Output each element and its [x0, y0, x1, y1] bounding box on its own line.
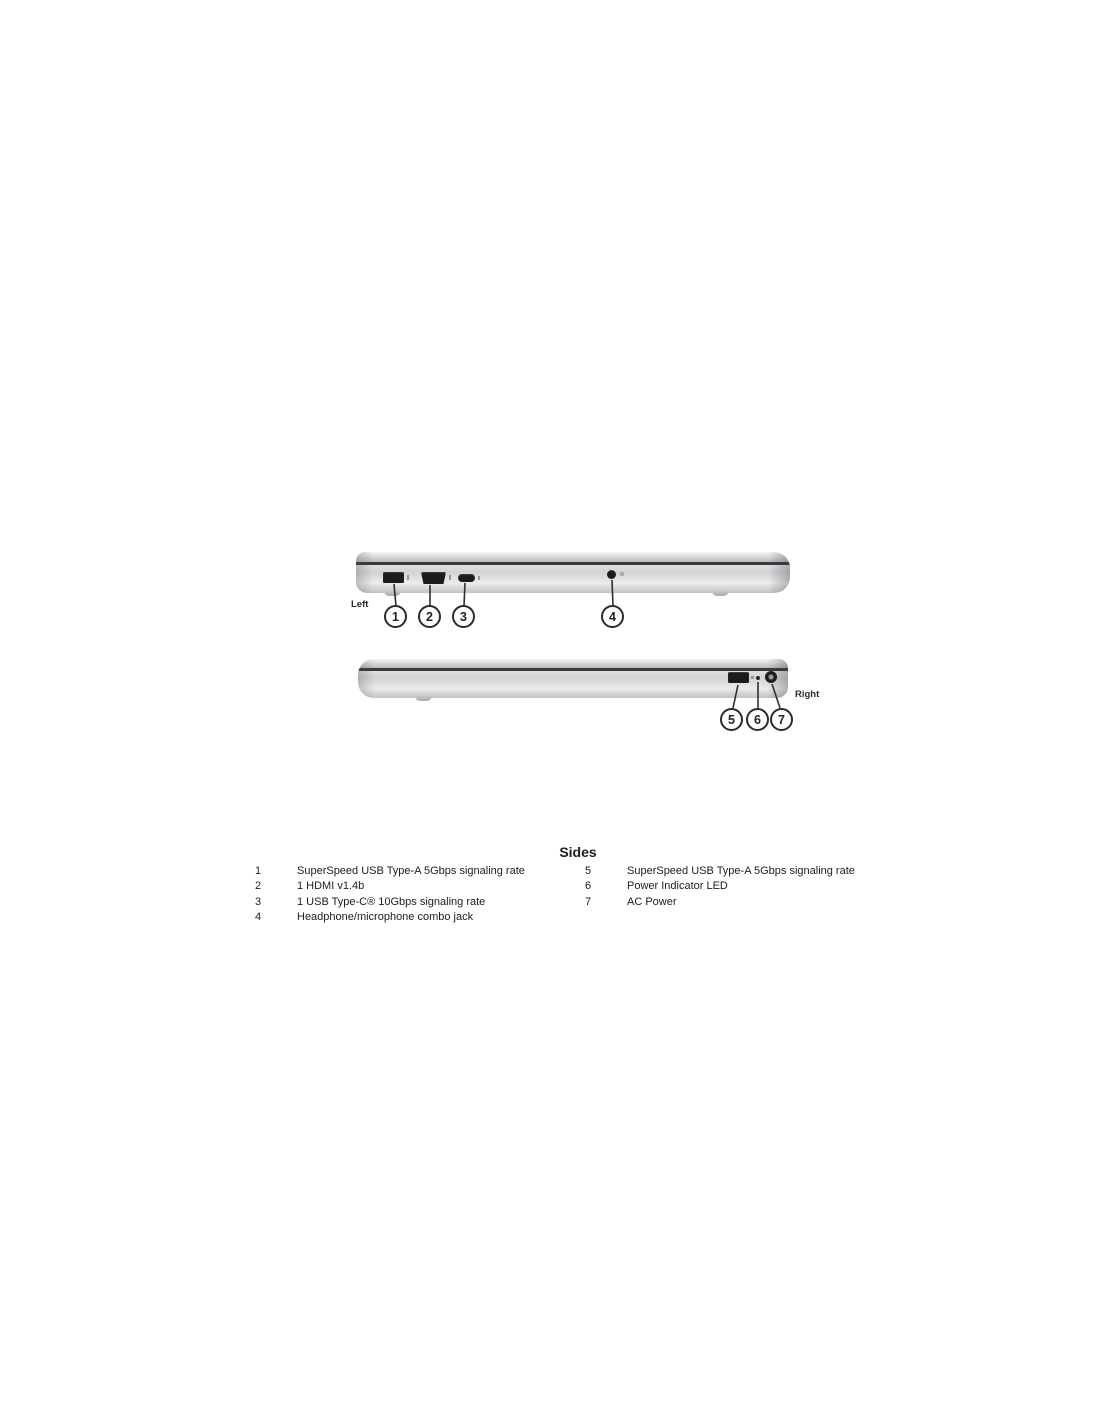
callout-1: [384, 605, 407, 628]
laptop-lid-edge: [356, 552, 790, 562]
laptop-right-side-view: [350, 655, 830, 749]
usb-c-port: [458, 574, 475, 582]
laptop-lid-edge: [358, 659, 788, 668]
callout-7: [770, 708, 793, 731]
callout-4-number: 4: [609, 609, 616, 624]
callout-3-number: 3: [460, 609, 467, 624]
hdmi-port-marking: [449, 575, 451, 580]
legend-item-number: 2: [255, 880, 262, 893]
laptop-base-edge: [358, 671, 788, 698]
legend-row: [585, 879, 855, 894]
rubber-foot: [384, 591, 401, 596]
legend-item-label: Headphone/microphone combo jack: [297, 911, 474, 924]
legend-row: [585, 864, 855, 879]
ports-legend: [245, 844, 885, 926]
legend-item-number: 1: [255, 865, 262, 877]
legend-item-label: AC Power: [627, 895, 677, 908]
legend-item-label: 1 USB Type-C® 10Gbps signaling rate: [297, 895, 486, 908]
legend-item-label: 1 HDMI v1.4b: [297, 880, 365, 893]
callout-2-number: 2: [426, 609, 433, 624]
power-indicator-led: [756, 676, 760, 680]
callout-6-number: 6: [754, 712, 761, 727]
right-side-label: Right: [795, 689, 820, 700]
callout-3: [452, 605, 475, 628]
legend-title: Sides: [559, 844, 597, 860]
callout-1-number: 1: [392, 609, 399, 624]
legend-row: [255, 895, 575, 910]
legend-column-right: [585, 864, 855, 926]
headphone-jack: [607, 570, 616, 579]
legend-item-number: 5: [585, 865, 592, 877]
legend-row: [255, 879, 575, 894]
legend-row: [585, 895, 855, 910]
laptop-base-edge: [356, 565, 790, 593]
legend-row: [255, 864, 575, 879]
callout-2: [418, 605, 441, 628]
rubber-foot: [415, 696, 432, 701]
rubber-foot: [712, 591, 729, 596]
legend-item-label: SuperSpeed USB Type-A 5Gbps signaling rate: [297, 865, 525, 877]
usb-c-port-marking: [478, 576, 480, 580]
callout-6: [746, 708, 769, 731]
usb-a-port: [728, 672, 749, 683]
usb-port-marking: [407, 575, 409, 580]
led-marking: [751, 676, 754, 679]
ac-power-port: [765, 671, 777, 683]
laptop-left-side-view: [350, 548, 810, 642]
legend-item-number: 7: [585, 895, 592, 908]
callout-5: [720, 708, 743, 731]
callout-5-number: 5: [728, 712, 735, 727]
callout-4: [601, 605, 624, 628]
legend-item-number: 3: [255, 895, 262, 908]
callout-7-number: 7: [778, 712, 785, 727]
legend-item-label: Power Indicator LED: [627, 880, 728, 893]
legend-item-number: 6: [585, 880, 592, 893]
left-side-label: Left: [351, 599, 369, 610]
legend-row: [255, 910, 575, 925]
legend-column-left: [255, 864, 575, 926]
legend-item-number: 4: [255, 911, 262, 924]
usb-a-port: [383, 572, 404, 583]
headset-icon: [620, 572, 624, 576]
laptop-left-profile: [356, 552, 790, 593]
legend-item-label: SuperSpeed USB Type-A 5Gbps signaling rate: [627, 865, 855, 877]
laptop-right-profile: [358, 659, 788, 698]
hdmi-port: [421, 572, 446, 584]
